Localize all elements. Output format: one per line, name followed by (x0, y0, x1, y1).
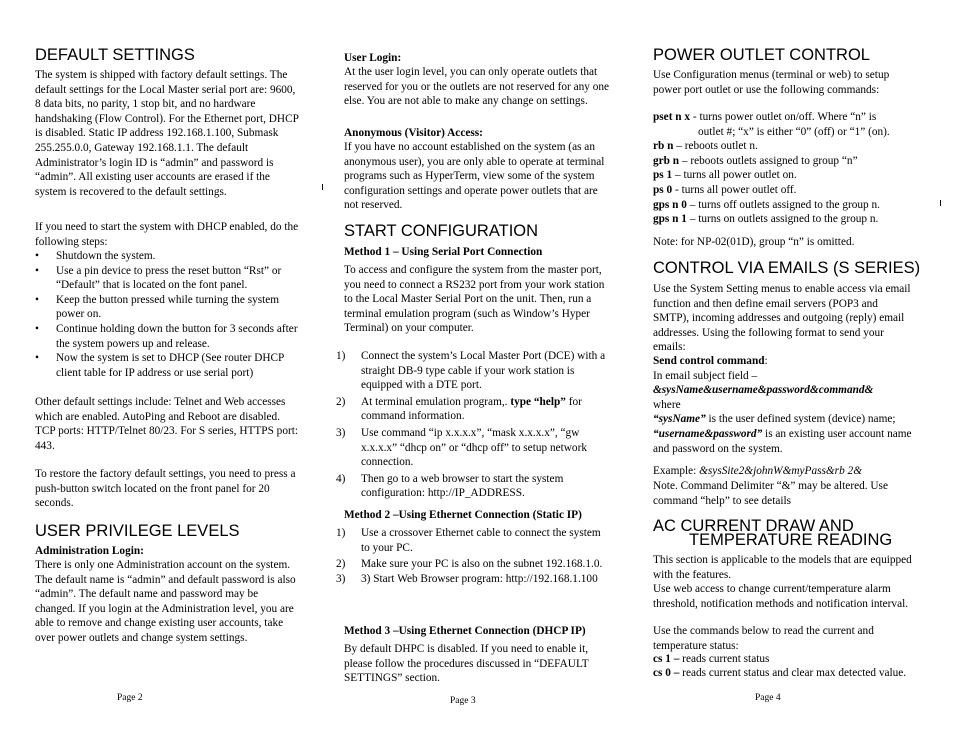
command-item: gps n 1 – turns on outlets assigned to the group n. (653, 213, 879, 226)
email-control-heading: CONTROL VIA EMAILS (S SERIES) (653, 259, 921, 277)
email-format: &sysName&username&password&command& (653, 384, 874, 397)
email-note: Note. Command Delimiter “&” may be altered. Use command “help” to see details (653, 480, 888, 507)
method-2-steps (336, 526, 612, 588)
anonymous-access-title: Anonymous (Visitor) Access: (344, 127, 483, 139)
cs1-command: cs 1 – reads current status (653, 653, 770, 665)
default-settings-para-1: The system is shipped with factory default settings. The default settings for the Local Master serial port are: 9600, 8 data bits, no parity, 1 stop bit, and no hardware handshaking (Flow Control). For the Ethernet port, DHCP is disabled. Static IP address 192.168.1.100, Submask 255.255.0.0, Gateway 192.168.1.1. The default Administrator’s login ID is “admin” and password is “admin”. All existing user accounts are erased if the system is recovered to the default settings. (35, 69, 299, 198)
method-3-text: By default DHPC is disabled. If you need to enable it, please follow the procedures discussed in “DEFAULT SETTINGS” section. (344, 643, 589, 685)
list-item: 1) Use a crossover Ethernet cable to connect the system to your PC. (336, 527, 601, 554)
bullet-icon: • (35, 293, 39, 306)
list-item: 2) Make sure your PC is also on the subnet 192.168.1.0. (336, 558, 603, 571)
ac-current-text-3: Use the commands below to read the current and temperature status: (653, 625, 874, 652)
bullet-icon: • (35, 322, 39, 335)
ac-current-heading: AC CURRENT DRAW AND (653, 517, 854, 535)
default-settings-para-2: If you need to start the system with DHCP enabled, do the following steps: (35, 221, 299, 248)
command-item: gps n 0 – turns off outlets assigned to the group n. (653, 198, 880, 211)
user-login-text: At the user login level, you can only operate outlets that reserved for you or the outlets are not reserved for any one else. You are not able to make any change on settings. (344, 66, 610, 108)
default-settings-para-4: To restore the factory default settings, you need to press a push-button switch located on the front panel for 20 seconds. (35, 468, 296, 510)
list-item: • Shutdown the system. (35, 250, 156, 262)
power-outlet-note: Note: for NP-02(01D), group “n” is omitted. (653, 236, 855, 248)
ac-current-text-2: Use web access to change current/temperature alarm threshold, notification methods and notification interval. (653, 583, 909, 610)
margin-mark (322, 184, 323, 190)
method-3-title: Method 3 –Using Ethernet Connection (DHCP IP) (344, 625, 586, 637)
command-item: ps 1 – turns all power outlet on. (653, 169, 797, 182)
admin-login-text: There is only one Administration account on the system. The default name is “admin” and default password is also “admin”. The default name and password may be changed. If you login at the Administration level, you are able to remove and change existing user accounts, take over power outlets and change system settings. (35, 559, 296, 644)
page-number-2: Page 2 (117, 693, 143, 703)
command-item: pset n x - turns power outlet on/off. Where “n” is (653, 111, 877, 123)
ac-current-heading-line-2: TEMPERATURE READING (689, 531, 893, 549)
page-number-4: Page 4 (755, 693, 781, 703)
cs0-command: cs 0 – reads current status and clear max detected value. (653, 667, 907, 679)
email-command-block: Send control command: In email subject field – &sysName&username&password&command& where “sysName” is the user defined system (device) name; “username&password” is an existing user account name and password on the system. (653, 355, 912, 455)
method-1-steps (336, 349, 612, 503)
ac-current-text-1: This section is applicable to the models that are equipped with the features. (653, 554, 912, 581)
default-settings-heading: DEFAULT SETTINGS (35, 46, 195, 64)
power-outlet-intro: Use Configuration menus (terminal or web) to setup power port outlet or use the following commands: (653, 69, 890, 96)
bullet-icon: • (35, 250, 39, 262)
command-item: grb n – reboots outlets assigned to group “n” (653, 154, 858, 167)
list-item: 4) Then go to a web browser to start the system configuration: http://IP_ADDRESS. (336, 472, 564, 500)
list-item: 2) At terminal emulation program,. type “help” for command information. (336, 395, 582, 423)
page-number-3: Page 3 (450, 696, 476, 706)
email-example: Example: &sysSite2&johnW&myPass&rb 2& (653, 465, 862, 477)
power-outlet-heading: POWER OUTLET CONTROL (653, 46, 870, 64)
list-item: • Now the system is set to DHCP (See router DHCP client table for IP address or use serial port) (35, 352, 284, 379)
admin-login-title: Administration Login: (35, 545, 144, 557)
list-item: • Use a pin device to press the reset button “Rst” or “Default” that is located on the font panel. (35, 264, 282, 292)
dhcp-steps-list (35, 249, 301, 380)
start-configuration-heading: START CONFIGURATION (344, 222, 539, 240)
method-1-text: To access and configure the system from the master port, you need to connect a RS232 port from your work station to the Local Master Serial Port on the unit. Then, run a terminal emulation program (such as Window’s Hyper Terminal) on your computer. (344, 264, 605, 335)
user-login-title: User Login: (344, 52, 402, 64)
method-2-title: Method 2 –Using Ethernet Connection (Static IP) (344, 509, 582, 521)
email-control-intro: Use the System Setting menus to enable access via email function and then define email servers (POP3 and SMTP), incoming addresses and outgoing (reply) email addresses. Using the following format to send your emails: (653, 283, 911, 354)
command-item: ps 0 - turns all power outlet off. (653, 183, 797, 196)
user-privilege-heading: USER PRIVILEGE LEVELS (35, 522, 240, 540)
list-item: 1) Connect the system’s Local Master Port (DCE) with a straight DB-9 type cable if your work station is equipped with a DTE port. (336, 350, 606, 392)
margin-mark (940, 200, 941, 206)
command-item: rb n – reboots outlet n. (653, 140, 758, 153)
anonymous-access-text: If you have no account established on the system (as an anonymous user), you are only able to operate at terminal programs such as HyperTerm, view some of the system configuration settings and operate power outlets that are not reserved. (344, 141, 605, 212)
list-item: • Continue holding down the button for 3 seconds after the system powers up and release. (35, 322, 298, 350)
method-1-title: Method 1 – Using Serial Port Connection (344, 246, 543, 258)
list-item: • Keep the button pressed while turning the system power on. (35, 293, 280, 321)
list-item: 3) 3) Start Web Browser program: http://192.168.1.100 (336, 572, 598, 585)
command-list (653, 110, 913, 227)
command-item: outlet #; “x” is either “0” (off) or “1” (on). (698, 125, 890, 138)
list-item: 3) Use command “ip x.x.x.x”, “mask x.x.x.x”, “gw x.x.x.x” “dhcp on” or “dhcp off” to setup network connection. (336, 426, 587, 469)
bullet-icon: • (35, 352, 39, 365)
default-settings-para-3: Other default settings include: Telnet and Web accesses which are enabled. AutoPing and Reboot are disabled. TCP ports: HTTP/Telnet 80/23. For S series, HTTPS port: 443. (35, 396, 299, 452)
bullet-icon: • (35, 264, 39, 277)
